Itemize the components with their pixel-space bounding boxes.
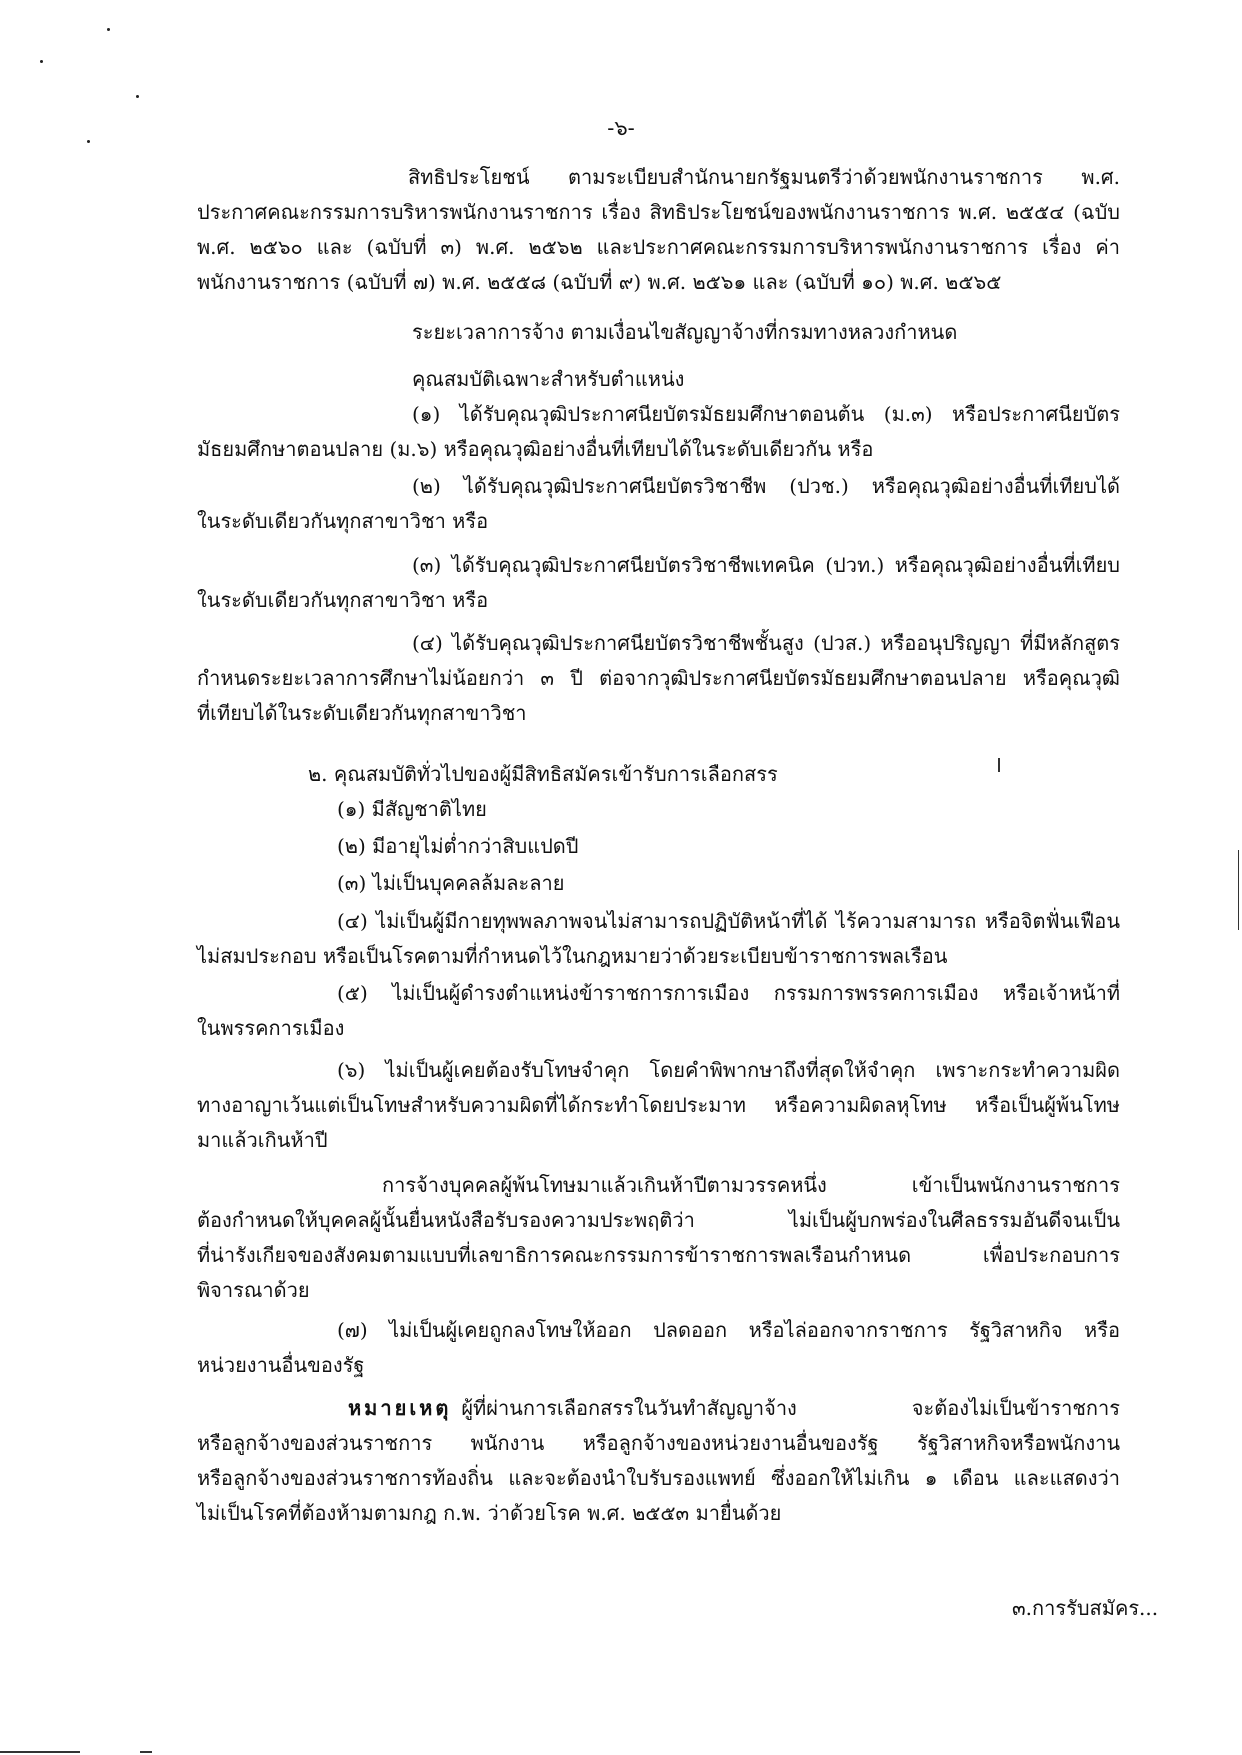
text-line: หรือลูกจ้างของส่วนราชการท้องถิ่น และจะต้องนำใบรับรองแพทย์ ซึ่งออกให้ไม่เกิน ๑ เดือน และแสดงว่า xyxy=(197,1466,1120,1490)
text-line: (๖) ไม่เป็นผู้เคยต้องรับโทษจำคุก โดยคำพิพากษาถึงที่สุดให้จำคุก เพราะกระทำความผิด xyxy=(337,1058,1120,1082)
text-line: (๓) ได้รับคุณวุฒิประกาศนียบัตรวิชาชีพเทคนิค (ปวท.) หรือคุณวุฒิอย่างอื่นที่เทียบ xyxy=(412,553,1120,577)
text-line: ต้องกำหนดให้บุคคลผู้นั้นยื่นหนังสือรับรองความประพฤติว่า ไม่เป็นผู้บกพร่องในศีลธรรมอันดีจนเป็น xyxy=(197,1208,1120,1232)
text-line: (๓) ไม่เป็นบุคคลล้มละลาย xyxy=(337,871,565,895)
text-line: สิทธิประโยชน์ ตามระเบียบสำนักนายกรัฐมนตรีว่าด้วยพนักงานราชการ พ.ศ. xyxy=(408,165,1120,189)
text-line: (๒) มีอายุไม่ต่ำกว่าสิบแปดปี xyxy=(337,834,579,858)
scan-speck xyxy=(87,140,90,143)
text-line: ในระดับเดียวกันทุกสาขาวิชา หรือ xyxy=(197,509,489,533)
text-line: (๔) ไม่เป็นผู้มีกายทุพพลภาพจนไม่สามารถปฏิบัติหน้าที่ได้ ไร้ความสามารถ หรือจิตฟั่นเฟือน xyxy=(337,909,1120,933)
scan-line xyxy=(0,1751,80,1753)
text-line: กำหนดระยะเวลาการศึกษาไม่น้อยกว่า ๓ ปี ต่อจากวุฒิประกาศนียบัตรมัธยมศึกษาตอนปลาย หรือคุณวุฒิ xyxy=(197,666,1120,690)
scan-mark xyxy=(998,758,1000,772)
remark-label: หมายเหตุ xyxy=(348,1396,452,1420)
text-line: มัธยมศึกษาตอนปลาย (ม.๖) หรือคุณวุฒิอย่างอื่นที่เทียบได้ในระดับเดียวกัน หรือ xyxy=(197,437,874,461)
scan-speck xyxy=(40,60,43,63)
text-line: พนักงานราชการ (ฉบับที่ ๗) พ.ศ. ๒๕๕๘ (ฉบับที่ ๙) พ.ศ. ๒๕๖๑ และ (ฉบับที่ ๑๐) พ.ศ. ๒๕๖๕ xyxy=(197,270,1002,294)
text-line: มาแล้วเกินห้าปี xyxy=(197,1128,328,1152)
section-heading: ๒. คุณสมบัติทั่วไปของผู้มีสิทธิสมัครเข้ารับการเลือกสรร xyxy=(308,762,778,786)
text-line: ไม่เป็นโรคที่ต้องห้ามตามกฎ ก.พ. ว่าด้วยโรค พ.ศ. ๒๕๕๓ มายื่นด้วย xyxy=(197,1501,782,1525)
text-line: (๒) ได้รับคุณวุฒิประกาศนียบัตรวิชาชีพ (ปวช.) หรือคุณวุฒิอย่างอื่นที่เทียบได้ xyxy=(412,474,1120,498)
scan-speck xyxy=(107,28,110,31)
text-line: ประกาศคณะกรรมการบริหารพนักงานราชการ เรื่อง สิทธิประโยชน์ของพนักงานราชการ พ.ศ. ๒๕๕๔ (ฉบับ xyxy=(197,200,1120,224)
text-line: ที่เทียบได้ในระดับเดียวกันทุกสาขาวิชา xyxy=(197,701,527,725)
text-line: (๕) ไม่เป็นผู้ดำรงตำแหน่งข้าราชการการเมือง กรรมการพรรคการเมือง หรือเจ้าหน้าที่ xyxy=(337,981,1120,1005)
text-line: (๗) ไม่เป็นผู้เคยถูกลงโทษให้ออก ปลดออก หรือไล่ออกจากราชการ รัฐวิสาหกิจ หรือ xyxy=(337,1318,1120,1342)
text-line: ไม่สมประกอบ หรือเป็นโรคตามที่กำหนดไว้ในกฎหมายว่าด้วยระเบียบข้าราชการพลเรือน xyxy=(197,944,948,968)
text-line: คุณสมบัติเฉพาะสำหรับตำแหน่ง xyxy=(412,367,685,391)
text-line: (๑) มีสัญชาติไทย xyxy=(337,797,487,821)
remark-text: ผู้ที่ผ่านการเลือกสรรในวันทำสัญญาจ้าง จะต้องไม่เป็นข้าราชการ xyxy=(461,1396,1120,1420)
text-line: (๑) ได้รับคุณวุฒิประกาศนียบัตรมัธยมศึกษาตอนต้น (ม.๓) หรือประกาศนียบัตร xyxy=(412,402,1120,426)
text-line: (๔) ได้รับคุณวุฒิประกาศนียบัตรวิชาชีพชั้นสูง (ปวส.) หรืออนุปริญญา ที่มีหลักสูตร xyxy=(412,631,1120,655)
text-line: พ.ศ. ๒๕๖๐ และ (ฉบับที่ ๓) พ.ศ. ๒๕๖๒ และประกาศคณะกรรมการบริหารพนักงานราชการ เรื่อง ค่า xyxy=(197,235,1120,259)
text-line: หน่วยงานอื่นของรัฐ xyxy=(197,1353,365,1377)
text-line: ที่น่ารังเกียจของสังคมตามแบบที่เลขาธิการคณะกรรมการข้าราชการพลเรือนกำหนด เพื่อประกอบการ xyxy=(197,1243,1120,1267)
text-line: ในระดับเดียวกันทุกสาขาวิชา หรือ xyxy=(197,588,489,612)
text-line: ทางอาญาเว้นแต่เป็นโทษสำหรับความผิดที่ได้กระทำโดยประมาท หรือความผิดลหุโทษ หรือเป็นผู้พ้นโทษ xyxy=(197,1093,1120,1117)
next-page-reference: ๓.การรับสมัคร... xyxy=(1012,1596,1159,1620)
text-line: การจ้างบุคคลผู้พ้นโทษมาแล้วเกินห้าปีตามวรรคหนึ่ง เข้าเป็นพนักงานราชการ xyxy=(382,1173,1120,1197)
text-line: หรือลูกจ้างของส่วนราชการ พนักงาน หรือลูกจ้างของหน่วยงานอื่นของรัฐ รัฐวิสาหกิจหรือพนักงาน xyxy=(197,1431,1120,1455)
text-line: ในพรรคการเมือง xyxy=(197,1016,345,1040)
text-line: ระยะเวลาการจ้าง ตามเงื่อนไขสัญญาจ้างที่กรมทางหลวงกำหนด xyxy=(412,320,958,344)
text-line: พิจารณาด้วย xyxy=(197,1278,310,1302)
remark-line xyxy=(348,1393,1120,1423)
scan-line xyxy=(140,1751,152,1753)
page-number: -๖- xyxy=(607,116,635,140)
scan-speck xyxy=(136,95,139,98)
scan-mark xyxy=(1238,850,1239,930)
